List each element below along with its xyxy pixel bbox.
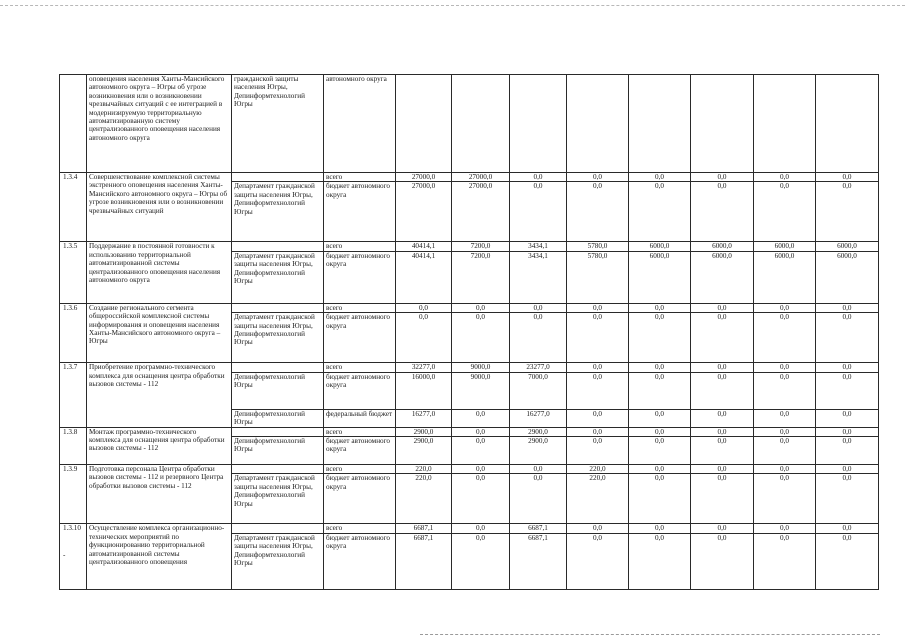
funding-source: бюджет автономного округа — [324, 313, 396, 363]
value-cell: 0,0 — [816, 427, 879, 436]
value-cell: 6000,0 — [754, 242, 816, 251]
value-cell: 0,0 — [816, 474, 879, 524]
row-code — [60, 75, 87, 173]
value-cell: 0,0 — [754, 173, 816, 182]
activity-name: Монтаж программно-технического комплекса для оснащения центра обработки вызовов системы - 112 — [87, 427, 232, 464]
value-cell: 6687,1 — [396, 533, 452, 589]
executor — [232, 363, 324, 372]
value-cell: 6000,0 — [691, 242, 754, 251]
scan-artifact-bottom — [420, 634, 880, 635]
value-cell: 0,0 — [691, 363, 754, 372]
value-cell: 0,0 — [816, 363, 879, 372]
value-cell: 2900,0 — [510, 437, 567, 465]
executor: Департамент гражданской защиты населения Югры, Депинформтехнологий Югры — [232, 182, 324, 242]
activity-name: Совершенствование комплексной системы экстренного оповещения населения Ханты-Мансийского автономного округа – Югры об угрозе возникновения или о возникновении чрезвычайных ситуаций — [87, 173, 232, 242]
value-cell: 0,0 — [567, 303, 629, 312]
row-code: 1.3.4 — [60, 173, 87, 242]
value-cell: 0,0 — [629, 524, 691, 533]
value-cell: 220,0 — [567, 465, 629, 474]
funding-source: всего — [324, 465, 396, 474]
value-cell: 0,0 — [510, 313, 567, 363]
executor: гражданской защиты населения Югры, Депинформтехнологий Югры — [232, 75, 324, 173]
value-cell: 0,0 — [754, 372, 816, 409]
value-cell: 16277,0 — [396, 409, 452, 427]
executor: Департамент гражданской защиты населения Югры, Депинформтехнологий Югры — [232, 251, 324, 303]
executor — [232, 242, 324, 251]
executor: Депинформтехнологий Югры — [232, 437, 324, 465]
value-cell: 0,0 — [816, 524, 879, 533]
row-code: 1.3.9 — [60, 465, 87, 524]
value-cell: 0,0 — [691, 372, 754, 409]
value-cell: 0,0 — [629, 182, 691, 242]
value-cell: 0,0 — [629, 409, 691, 427]
funding-source: автономного округа — [324, 75, 396, 173]
table-row — [60, 173, 879, 182]
value-cell: 0,0 — [567, 182, 629, 242]
value-cell: 0,0 — [629, 427, 691, 436]
value-cell: 0,0 — [691, 182, 754, 242]
value-cell: 6000,0 — [816, 251, 879, 303]
value-cell: 16277,0 — [510, 409, 567, 427]
executor: Департамент гражданской защиты населения Югры, Депинформтехнологий Югры — [232, 533, 324, 589]
value-cell: 0,0 — [452, 533, 510, 589]
value-cell: 0,0 — [754, 363, 816, 372]
value-cell: 0,0 — [567, 533, 629, 589]
value-cell: 0,0 — [754, 524, 816, 533]
value-cell — [396, 75, 452, 173]
value-cell: 0,0 — [567, 409, 629, 427]
value-cell — [567, 75, 629, 173]
value-cell: 16000,0 — [396, 372, 452, 409]
value-cell: 6000,0 — [754, 251, 816, 303]
value-cell: 6687,1 — [396, 524, 452, 533]
activity-name: Осуществление комплекса организационно-технических мероприятий по функционированию территориальной автоматизированной системы централизованного оповещения — [87, 524, 232, 589]
value-cell: 0,0 — [691, 313, 754, 363]
activity-name: Создание регионального сегмента общероссийской комплексной системы информирования и оповещения населения Ханты-Мансийского автономного округа – Югры — [87, 303, 232, 362]
executor — [232, 173, 324, 182]
value-cell — [510, 75, 567, 173]
value-cell: 0,0 — [816, 303, 879, 312]
value-cell: 0,0 — [396, 313, 452, 363]
value-cell: 6000,0 — [629, 242, 691, 251]
row-code: 1.3.10 - — [60, 524, 87, 589]
value-cell: 0,0 — [816, 533, 879, 589]
value-cell: 0,0 — [510, 303, 567, 312]
continued-row — [60, 75, 879, 173]
value-cell: 0,0 — [629, 363, 691, 372]
funding-source: бюджет автономного округа — [324, 251, 396, 303]
value-cell: 0,0 — [816, 173, 879, 182]
value-cell: 0,0 — [510, 465, 567, 474]
value-cell: 0,0 — [754, 409, 816, 427]
value-cell: 0,0 — [691, 524, 754, 533]
value-cell: 0,0 — [567, 437, 629, 465]
value-cell: 0,0 — [452, 437, 510, 465]
value-cell: 6687,1 — [510, 533, 567, 589]
funding-source: всего — [324, 427, 396, 436]
row-code: 1.3.5 — [60, 242, 87, 303]
value-cell: 27000,0 — [396, 182, 452, 242]
value-cell: 0,0 — [510, 182, 567, 242]
value-cell: 0,0 — [629, 173, 691, 182]
funding-source: всего — [324, 363, 396, 372]
activity-name: Подготовка персонала Центра обработки вызовов системы - 112 и резервного Центра обработки вызовов системы - 112 — [87, 465, 232, 524]
value-cell — [691, 75, 754, 173]
executor — [232, 524, 324, 533]
value-cell: 0,0 — [567, 427, 629, 436]
table-row — [60, 303, 879, 312]
value-cell: 2900,0 — [396, 437, 452, 465]
executor — [232, 427, 324, 436]
value-cell: 27000,0 — [452, 173, 510, 182]
value-cell: 0,0 — [691, 474, 754, 524]
value-cell: 0,0 — [691, 303, 754, 312]
program-activities-table — [59, 74, 879, 590]
funding-source: бюджет автономного округа — [324, 533, 396, 589]
value-cell: 0,0 — [567, 313, 629, 363]
value-cell: 0,0 — [510, 173, 567, 182]
value-cell: 0,0 — [691, 409, 754, 427]
value-cell: 0,0 — [629, 437, 691, 465]
value-cell: 40414,1 — [396, 251, 452, 303]
value-cell — [629, 75, 691, 173]
value-cell: 3434,1 — [510, 242, 567, 251]
value-cell: 2900,0 — [396, 427, 452, 436]
value-cell: 0,0 — [691, 173, 754, 182]
funding-source: всего — [324, 242, 396, 251]
table-row — [60, 363, 879, 372]
value-cell: 27000,0 — [396, 173, 452, 182]
value-cell: 0,0 — [754, 313, 816, 363]
value-cell: 0,0 — [629, 372, 691, 409]
value-cell: 0,0 — [567, 524, 629, 533]
value-cell: 0,0 — [567, 363, 629, 372]
value-cell: 0,0 — [754, 182, 816, 242]
value-cell: 0,0 — [452, 409, 510, 427]
funding-source: бюджет автономного округа — [324, 437, 396, 465]
value-cell: 0,0 — [629, 313, 691, 363]
value-cell: 23277,0 — [510, 363, 567, 372]
activity-name: Поддержание в постоянной готовности к использованию территориальной автоматизированной системы централизованного оповещения населения автономного округа — [87, 242, 232, 303]
executor: Департамент гражданской защиты населения Югры, Депинформтехнологий Югры — [232, 313, 324, 363]
value-cell: 9000,0 — [452, 363, 510, 372]
value-cell — [816, 75, 879, 173]
value-cell: 0,0 — [754, 474, 816, 524]
executor: Департамент гражданской защиты населения Югры, Депинформтехнологий Югры — [232, 474, 324, 524]
row-code: 1.3.8 — [60, 427, 87, 464]
value-cell: 0,0 — [691, 427, 754, 436]
funding-source: федеральный бюджет — [324, 409, 396, 427]
value-cell: 0,0 — [452, 313, 510, 363]
value-cell: 0,0 — [816, 409, 879, 427]
value-cell: 0,0 — [452, 524, 510, 533]
value-cell: 0,0 — [452, 303, 510, 312]
executor — [232, 465, 324, 474]
value-cell: 7200,0 — [452, 242, 510, 251]
table-row — [60, 524, 879, 533]
value-cell: 0,0 — [754, 533, 816, 589]
value-cell: 0,0 — [754, 437, 816, 465]
value-cell: 0,0 — [816, 372, 879, 409]
margin-mark: - — [63, 550, 66, 559]
value-cell: 0,0 — [691, 465, 754, 474]
value-cell: 0,0 — [629, 474, 691, 524]
row-code: 1.3.7 — [60, 363, 87, 427]
value-cell: 0,0 — [629, 465, 691, 474]
executor — [232, 303, 324, 312]
value-cell: 40414,1 — [396, 242, 452, 251]
value-cell — [452, 75, 510, 173]
value-cell: 0,0 — [629, 533, 691, 589]
value-cell: 0,0 — [510, 474, 567, 524]
value-cell: 0,0 — [816, 437, 879, 465]
table-row — [60, 465, 879, 474]
value-cell: 6000,0 — [816, 242, 879, 251]
funding-source: всего — [324, 303, 396, 312]
value-cell: 220,0 — [396, 474, 452, 524]
value-cell: 0,0 — [452, 465, 510, 474]
executor: Депинформтехнологий Югры — [232, 372, 324, 409]
value-cell: 7200,0 — [452, 251, 510, 303]
value-cell: 5780,0 — [567, 242, 629, 251]
value-cell: 0,0 — [629, 303, 691, 312]
value-cell: 3434,1 — [510, 251, 567, 303]
value-cell: 0,0 — [816, 313, 879, 363]
value-cell: 32277,0 — [396, 363, 452, 372]
value-cell: 0,0 — [754, 427, 816, 436]
table-row — [60, 242, 879, 251]
funding-source: всего — [324, 173, 396, 182]
value-cell — [754, 75, 816, 173]
value-cell: 220,0 — [567, 474, 629, 524]
value-cell: 6687,1 — [510, 524, 567, 533]
value-cell: 0,0 — [691, 533, 754, 589]
activity-name: Приобретение программно-технического комплекса для оснащения центра обработки вызовов системы - 112 — [87, 363, 232, 427]
value-cell: 0,0 — [452, 427, 510, 436]
value-cell: 6000,0 — [691, 251, 754, 303]
executor: Депинформтехнологий Югры — [232, 409, 324, 427]
value-cell: 0,0 — [816, 182, 879, 242]
value-cell: 0,0 — [567, 372, 629, 409]
value-cell: 0,0 — [816, 465, 879, 474]
value-cell: 220,0 — [396, 465, 452, 474]
funding-source: всего — [324, 524, 396, 533]
row-code: 1.3.6 — [60, 303, 87, 362]
table-row — [60, 427, 879, 436]
value-cell: 0,0 — [567, 173, 629, 182]
value-cell: 0,0 — [452, 474, 510, 524]
value-cell: 6000,0 — [629, 251, 691, 303]
value-cell: 0,0 — [754, 303, 816, 312]
value-cell: 2900,0 — [510, 427, 567, 436]
value-cell: 7000,0 — [510, 372, 567, 409]
scan-artifact-top — [0, 5, 905, 6]
value-cell: 0,0 — [396, 303, 452, 312]
value-cell: 9000,0 — [452, 372, 510, 409]
funding-source: бюджет автономного округа — [324, 474, 396, 524]
value-cell: 0,0 — [754, 465, 816, 474]
value-cell: 0,0 — [691, 437, 754, 465]
value-cell: 27000,0 — [452, 182, 510, 242]
funding-source: бюджет автономного округа — [324, 372, 396, 409]
value-cell: 5780,0 — [567, 251, 629, 303]
funding-source: бюджет автономного округа — [324, 182, 396, 242]
activity-name: оповещения населения Ханты-Мансийского автономного округа – Югры об угрозе возникновения или о возникновении чрезвычайных ситуаций с ее интеграцией в модернизируемую территориальную автоматизированную систему централизованного оповещения населения автономного округа — [87, 75, 232, 173]
